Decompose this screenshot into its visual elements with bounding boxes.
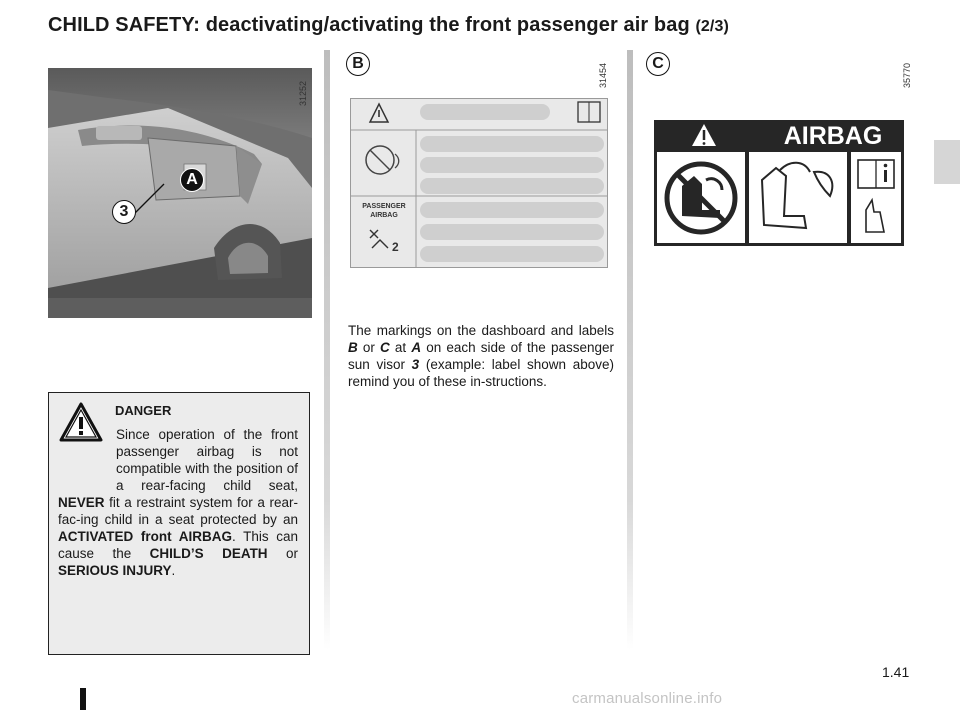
danger-injury: SERIOUS INJURY	[58, 563, 172, 578]
page-title	[48, 14, 729, 37]
car-interior-illustration	[48, 68, 312, 318]
body-text-3: at	[389, 340, 412, 355]
chapter-tab	[934, 140, 960, 184]
danger-text-4: or	[267, 546, 298, 561]
callout-3: 3	[112, 200, 136, 224]
body-text-4: on each side of the passenger sun visor	[348, 340, 614, 372]
danger-text-5: .	[171, 563, 176, 578]
corner-mark	[80, 688, 86, 710]
label-c-diagram	[654, 120, 904, 246]
photo-ref-code: 31252	[298, 80, 308, 106]
passenger-airbag-line1: PASSENGER	[362, 203, 406, 210]
figure-letter-c: C	[646, 52, 670, 76]
column-separator-right	[627, 50, 633, 650]
body-paragraph	[348, 322, 614, 390]
sun-visor-photo	[48, 68, 312, 318]
page-number: 1.41	[882, 664, 910, 680]
danger-text-3: . This can cause the	[58, 529, 299, 561]
body-ref-c: C	[380, 340, 390, 355]
danger-text-1: Since operation of the front passenger airbag is not compatible with the position of a rear-facing child seat,	[116, 427, 298, 493]
watermark: carmanualsonline.info	[572, 690, 723, 707]
danger-activated: ACTIVATED front AIRBAG	[58, 529, 232, 544]
danger-death: CHILD’S DEATH	[149, 546, 268, 561]
body-text-2: or	[357, 340, 381, 355]
label-c-ref-code: 35770	[902, 62, 912, 88]
danger-never: NEVER	[58, 495, 105, 510]
column-separator-left	[324, 50, 330, 650]
title-text: CHILD SAFETY: deactivating/activating the front passenger air bag	[48, 14, 690, 36]
label-b-icon-number: 2	[392, 240, 399, 254]
danger-title: DANGER	[115, 403, 172, 418]
title-part: (2/3)	[695, 18, 729, 35]
label-b-drawing	[350, 98, 608, 268]
passenger-airbag-line2: AIRBAG	[370, 212, 398, 219]
body-text-5: (example: label shown above) remind you of these in-structions.	[348, 357, 614, 389]
body-ref-a: A	[411, 340, 422, 355]
danger-text-2: fit a restraint system for a rear-fac-ing child in a seat protected by an	[58, 495, 298, 527]
label-b-ref-code: 31454	[598, 62, 608, 88]
body-ref-b: B	[348, 340, 358, 355]
body-ref-3: 3	[411, 357, 420, 372]
danger-warning-box	[48, 392, 310, 655]
passenger-airbag-label	[354, 202, 414, 220]
body-text-1: The markings on the dashboard and labels	[348, 323, 614, 338]
danger-text	[58, 426, 298, 579]
callout-a: A	[180, 168, 204, 192]
label-b-diagram	[350, 98, 608, 268]
figure-letter-b: B	[346, 52, 370, 76]
airbag-banner-text: AIRBAG	[783, 122, 883, 150]
